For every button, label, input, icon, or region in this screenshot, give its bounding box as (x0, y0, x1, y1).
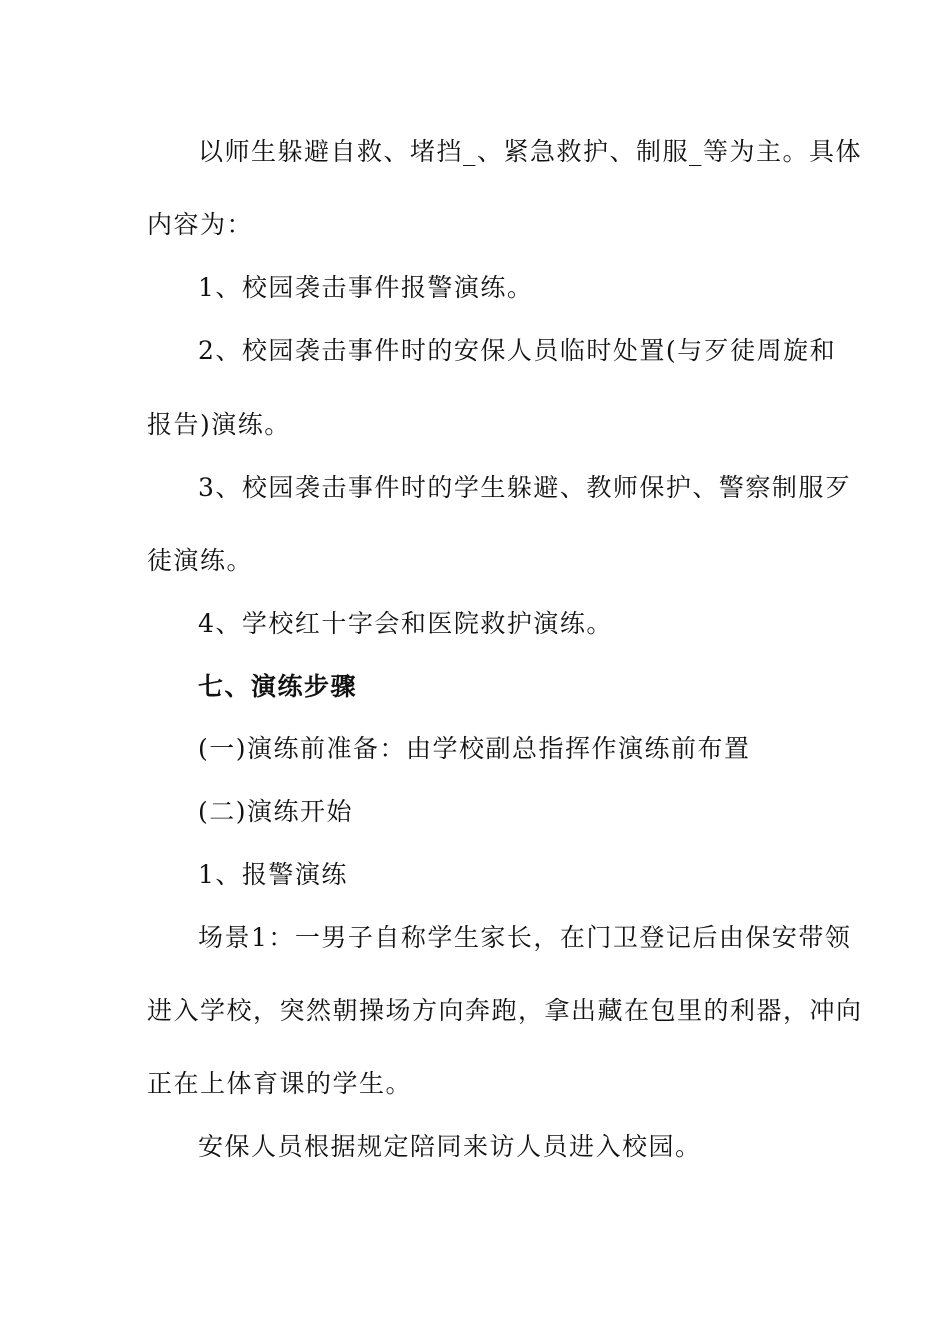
paragraph-line: 以师生躲避自救、堵挡_、紧急救护、制服_等为主。具体 (198, 137, 863, 166)
list-item-continuation: 徒演练。 (147, 546, 254, 575)
subsection-line: (二)演练开始 (198, 797, 354, 826)
paragraph-line: 正在上体育课的学生。 (147, 1069, 413, 1098)
paragraph-line: 内容为： (147, 210, 254, 239)
subsection-line: (一)演练前准备：由学校副总指挥作演练前布置 (198, 734, 751, 763)
paragraph-line: 安保人员根据规定陪同来访人员进入校园。 (198, 1132, 702, 1161)
list-item-continuation: 报告)演练。 (147, 410, 291, 439)
list-item: 3、校园袭击事件时的学生躲避、教师保护、警察制服歹 (198, 473, 852, 502)
paragraph-line: 场景1：一男子自称学生家长，在门卫登记后由保安带领 (198, 923, 852, 952)
list-item: 1、校园袭击事件报警演练。 (198, 273, 534, 302)
paragraph-line: 进入学校，突然朝操场方向奔跑，拿出藏在包里的利器，冲向 (147, 996, 863, 1025)
list-item: 4、学校红十字会和医院救护演练。 (198, 609, 613, 638)
list-item: 2、校园袭击事件时的安保人员临时处置(与歹徒周旋和 (198, 336, 837, 365)
list-item: 1、报警演练 (198, 860, 348, 889)
section-heading: 七、演练步骤 (198, 672, 358, 701)
